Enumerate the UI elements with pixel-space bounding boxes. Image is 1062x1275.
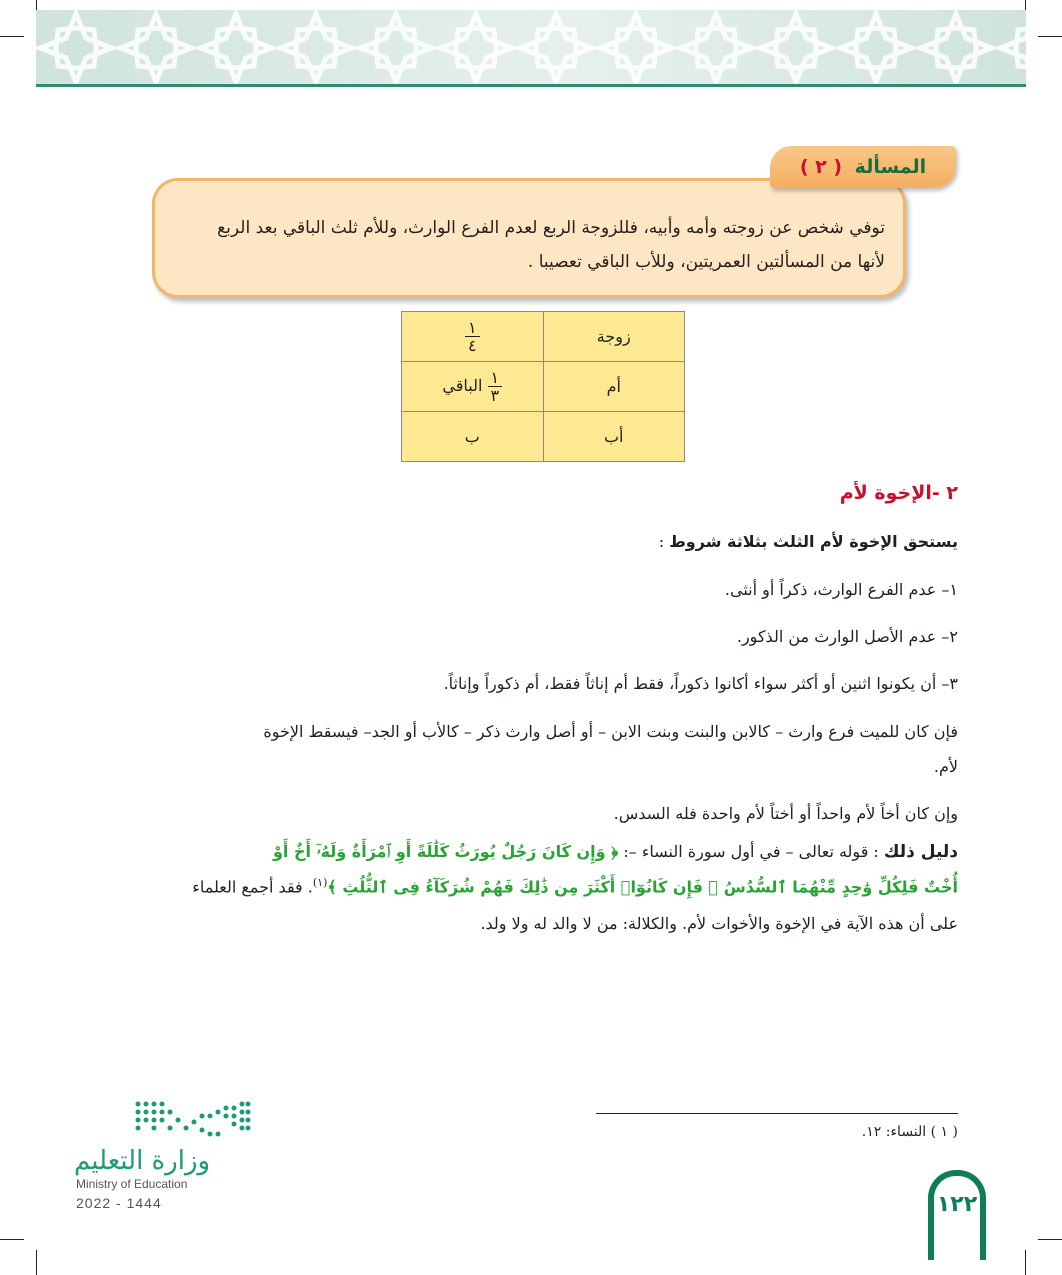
crop-mark xyxy=(1025,1250,1026,1275)
footnote: ( ١ ) النساء: ١٢. xyxy=(861,1124,958,1140)
fraction xyxy=(488,369,503,404)
share-cell xyxy=(402,312,544,362)
ministry-logo-arabic: وزارة التعليم xyxy=(74,1146,211,1176)
paragraph-line: وإن كان أخاً لأم واحداً أو أختاً لأم واحدة فله السدس. xyxy=(613,804,958,823)
ministry-dots-logo-icon xyxy=(134,1100,252,1142)
share-suffix: الباقي xyxy=(442,376,483,395)
problem-line-1: توفي شخص عن زوجته وأمه وأبيه، فللزوجة الربع لعدم الفرع الوارث، وللأم ثلث الباقي بعد الربع xyxy=(217,218,885,238)
evidence-line-3: على أن هذه الآية في الإخوة والأخوات لأم. والكلالة: من لا والد له ولا ولد. xyxy=(480,914,958,933)
footnote-marker: (١) xyxy=(312,876,328,889)
fraction-denominator: ٤ xyxy=(467,336,477,355)
table-row xyxy=(402,362,685,412)
paragraph-line: فإن كان للميت فرع وارث – كالابن والبنت وبنت الابن – أو أصل وارث ذكر – كالأب أو الجد– فيسقط الإخوة xyxy=(263,722,958,741)
evidence-line-2 xyxy=(158,876,958,896)
share-cell: ب xyxy=(402,412,544,462)
ministry-logo-year: 2022 - 1444 xyxy=(76,1195,162,1211)
heir-cell: أب xyxy=(543,412,685,462)
fraction xyxy=(465,319,480,354)
crop-mark xyxy=(1038,36,1062,37)
inheritance-table xyxy=(401,311,685,462)
problem-number: ( ٢ ) xyxy=(799,156,843,178)
heir-cell: أم xyxy=(543,362,685,412)
heir-cell: زوجة xyxy=(543,312,685,362)
conditions-heading-line xyxy=(659,532,958,551)
condition-item: ٢– عدم الأصل الوارث من الذكور. xyxy=(736,627,958,646)
problem-text xyxy=(165,211,885,279)
table-row xyxy=(402,412,685,462)
fraction-numerator: ١ xyxy=(488,369,503,387)
ministry-logo-english: Ministry of Education xyxy=(76,1177,188,1191)
crop-mark xyxy=(0,1239,24,1240)
problem-line-2: لأنها من المسألتين العمريتين، وللأب الباقي تعصيبا . xyxy=(527,252,885,272)
page-number-tab xyxy=(928,1170,986,1260)
crop-mark xyxy=(1038,1239,1062,1240)
header-divider xyxy=(36,84,1026,87)
islamic-pattern-ornament xyxy=(36,10,1026,86)
conditions-colon: : xyxy=(658,532,670,551)
fraction-numerator: ١ xyxy=(465,319,480,337)
footnote-divider xyxy=(596,1113,958,1114)
evidence-line-1 xyxy=(158,842,958,862)
header-ornament-band xyxy=(36,10,1026,86)
fraction-denominator: ٣ xyxy=(490,386,500,405)
paragraph-line: لأم. xyxy=(933,757,958,776)
condition-item: ١– عدم الفرع الوارث، ذكراً أو أنثى. xyxy=(724,580,958,599)
crop-mark xyxy=(36,1250,37,1275)
share-cell xyxy=(402,362,544,412)
section-title: ٢ -الإخوة لأم xyxy=(839,482,958,504)
problem-label-tab xyxy=(770,146,956,188)
evidence-intro: : قوله تعالى – في أول سورة النساء –: xyxy=(623,842,879,861)
problem-box xyxy=(152,178,906,298)
verse-part-2: أُخْتٌ فَلِكُلِّ وَٰحِدٍ مِّنْهُمَا ٱلسُّدُسُ ۚ فَإِن كَانُوٓا۟ أَكْثَرَ مِن ذَٰلِكَ فَهُمْ شُرَكَآءُ فِى ٱلثُّلُثِ ﴾ xyxy=(327,877,958,897)
problem-label: المسألة xyxy=(854,156,927,178)
crop-mark xyxy=(0,36,24,37)
conditions-heading: يستحق الإخوة لأم الثلث بثلاثة شروط xyxy=(669,532,958,551)
evidence-after: . فقد أجمع العلماء xyxy=(192,877,313,897)
condition-item: ٣– أن يكونوا اثنين أو أكثر سواء أكانوا ذكوراً، فقط أم إناثاً فقط، أم ذكوراً وإناثاً. xyxy=(443,674,958,693)
page-number: ١٢٢ xyxy=(934,1176,980,1260)
table-row xyxy=(402,312,685,362)
evidence-label: دليل ذلك xyxy=(883,842,958,862)
verse-part-1: ﴿ وَإِن كَانَ رَجُلٌ يُورَثُ كَلَٰلَةً أَوِ ٱمْرَأَةٌ وَلَهُۥٓ أَخٌ أَوْ xyxy=(272,842,619,861)
